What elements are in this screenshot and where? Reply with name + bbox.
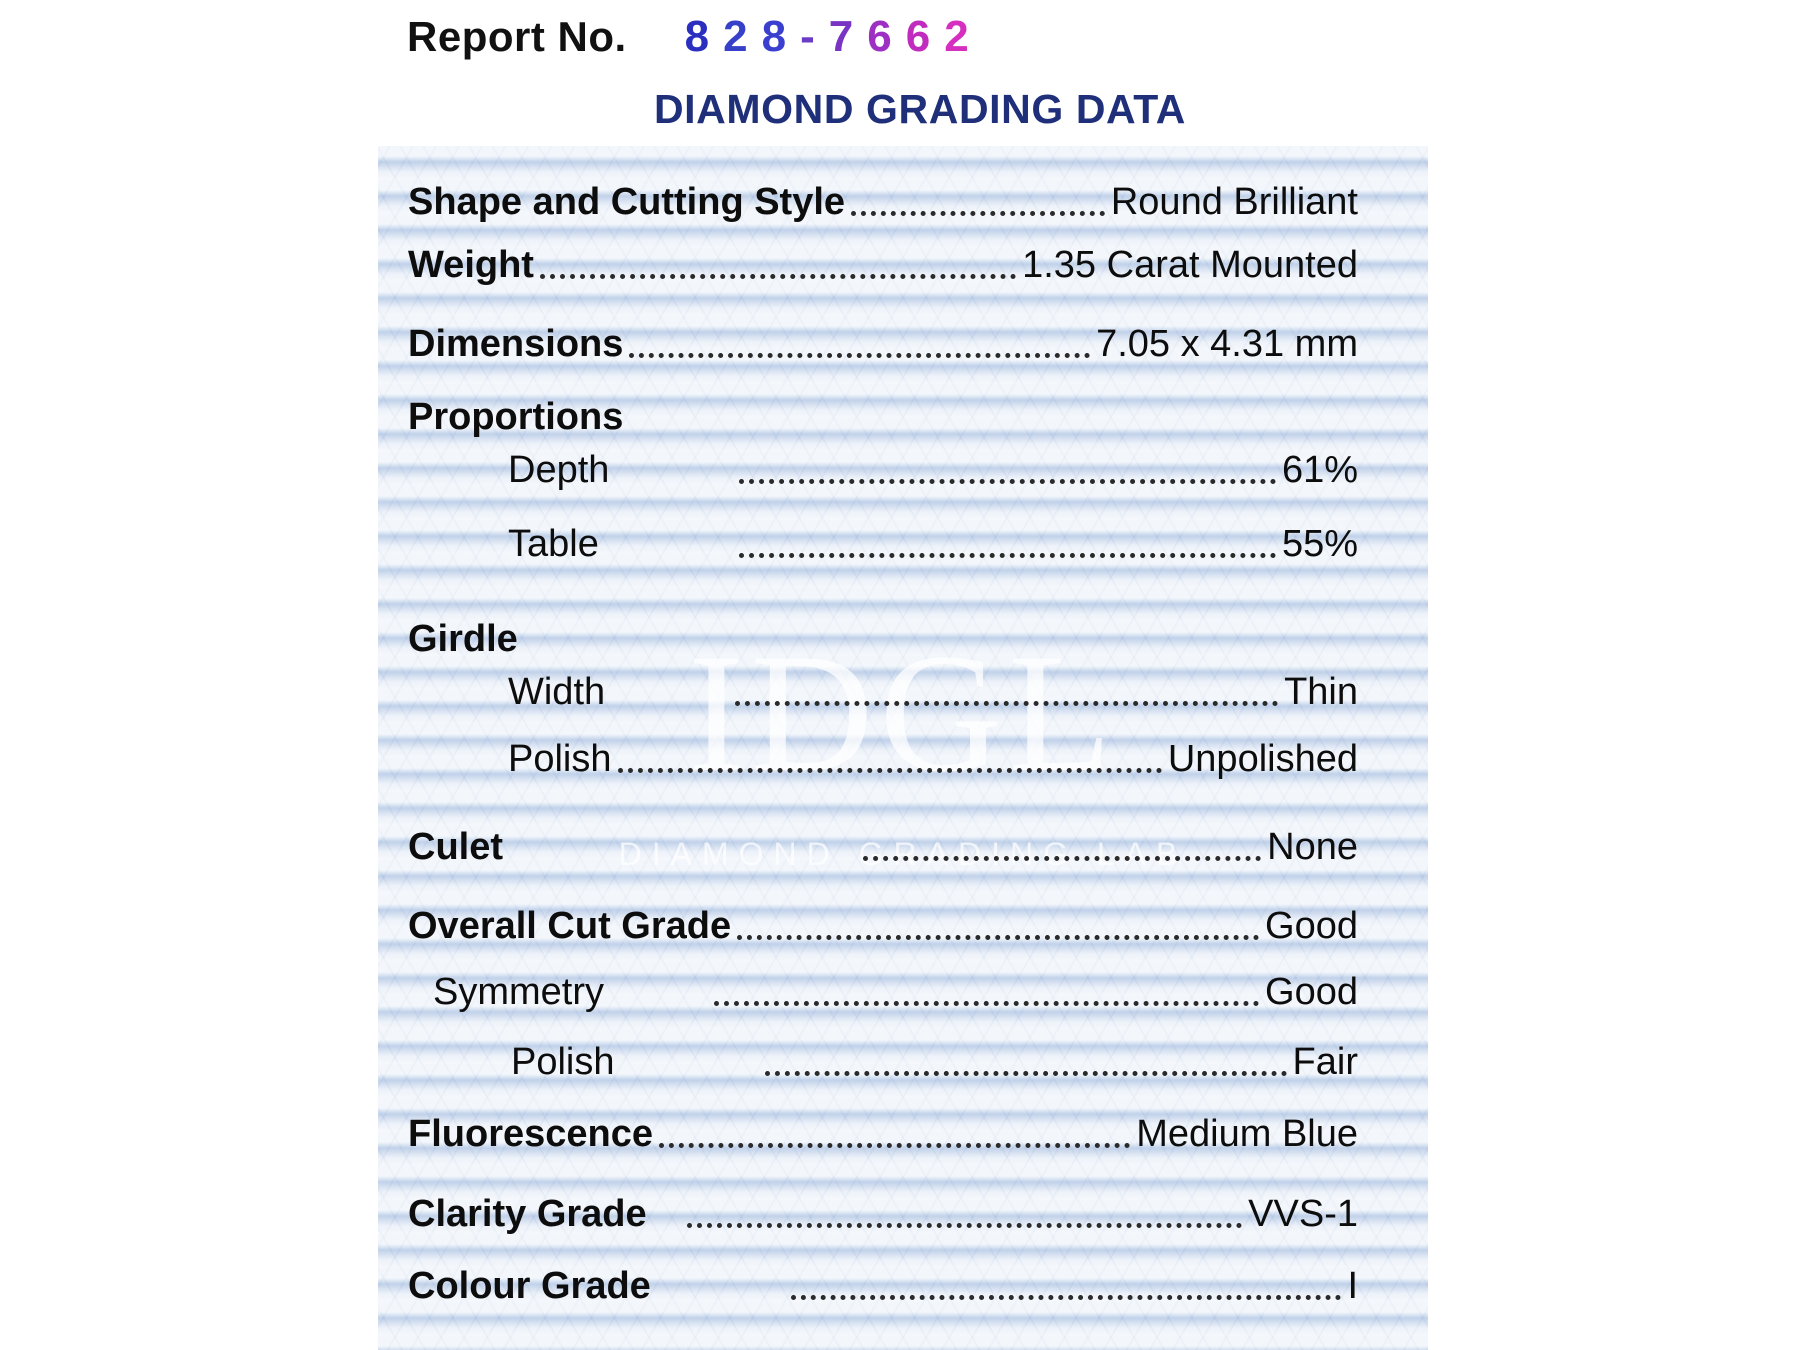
dot-leader [735,701,1278,706]
girdle-polish-label: Polish [508,738,612,780]
dot-leader [540,274,1016,279]
report-number-value [685,12,983,62]
culet-value: None [1267,826,1358,868]
girdle-heading: Girdle [408,618,518,660]
dot-leader [739,553,1276,558]
table-value: 55% [1281,523,1358,565]
colour-row [408,1258,1358,1308]
polish-label: Polish [511,1041,615,1083]
dot-leader [618,768,1162,773]
dimensions-value: 7.05 x 4.31 mm [1096,323,1358,365]
weight-value: 1.35 Carat Mounted [1022,244,1358,286]
report-number-header [407,12,1407,72]
dot-leader [629,353,1090,358]
dot-leader [714,1001,1259,1006]
report-digit: 8 [684,12,724,61]
fluorescence-row [408,1106,1358,1156]
section-title: DIAMOND GRADING DATA [653,86,1187,132]
clarity-value: VVS-1 [1248,1193,1358,1235]
colour-label: Colour Grade [408,1265,651,1307]
report-digit: 2 [944,12,983,61]
polish-row [511,1034,1358,1084]
fluorescence-label: Fluorescence [408,1113,653,1155]
grading-data-panel [378,146,1428,1350]
dot-leader [737,935,1259,940]
cut-grade-value: Good [1265,905,1358,947]
girdle-width-value: Thin [1284,671,1358,713]
depth-label: Depth [508,449,610,491]
proportions-heading: Proportions [408,396,624,438]
girdle-width-row [508,664,1358,714]
weight-label: Weight [408,244,534,286]
depth-value: 61% [1281,449,1358,491]
symmetry-label: Symmetry [433,971,604,1013]
table-label: Table [508,523,599,565]
report-digit: 7 [828,12,868,61]
report-digit: 6 [867,12,906,61]
fluorescence-value: Medium Blue [1136,1113,1358,1155]
cut-grade-row [408,898,1358,948]
weight-row [408,237,1358,287]
clarity-row [408,1186,1358,1236]
polish-value: Fair [1292,1041,1358,1083]
dot-leader [791,1295,1342,1300]
symmetry-value: Good [1265,971,1358,1013]
report-digit: - [800,12,829,61]
girdle-polish-row [508,731,1358,781]
girdle-width-label: Width [508,671,606,713]
report-digit: 6 [905,12,945,61]
clarity-label: Clarity Grade [408,1193,647,1235]
dot-leader [687,1223,1243,1228]
cut-grade-label: Overall Cut Grade [408,905,732,947]
report-digit: 2 [723,12,762,61]
shape-row [408,174,1358,224]
girdle-polish-value: Unpolished [1167,738,1358,780]
dot-leader [739,479,1276,484]
dot-leader [765,1071,1287,1076]
dimensions-label: Dimensions [408,323,624,365]
table-row [508,516,1358,566]
shape-label: Shape and Cutting Style [408,181,846,223]
report-number-label: Report No. [407,13,627,60]
dot-leader [659,1143,1130,1148]
symmetry-row [433,964,1358,1014]
watermark-subtitle: DIAMOND GRADING LAB [618,836,1188,872]
depth-row [508,442,1358,492]
dot-leader [863,856,1261,861]
dimensions-row [408,316,1358,366]
culet-row [408,819,1358,869]
shape-value: Round Brilliant [1110,181,1358,223]
colour-value: I [1347,1265,1358,1307]
report-digit: 8 [761,12,801,61]
watermark-logo: IDGL [688,619,1118,807]
culet-label: Culet [408,826,503,868]
dot-leader [851,211,1105,216]
